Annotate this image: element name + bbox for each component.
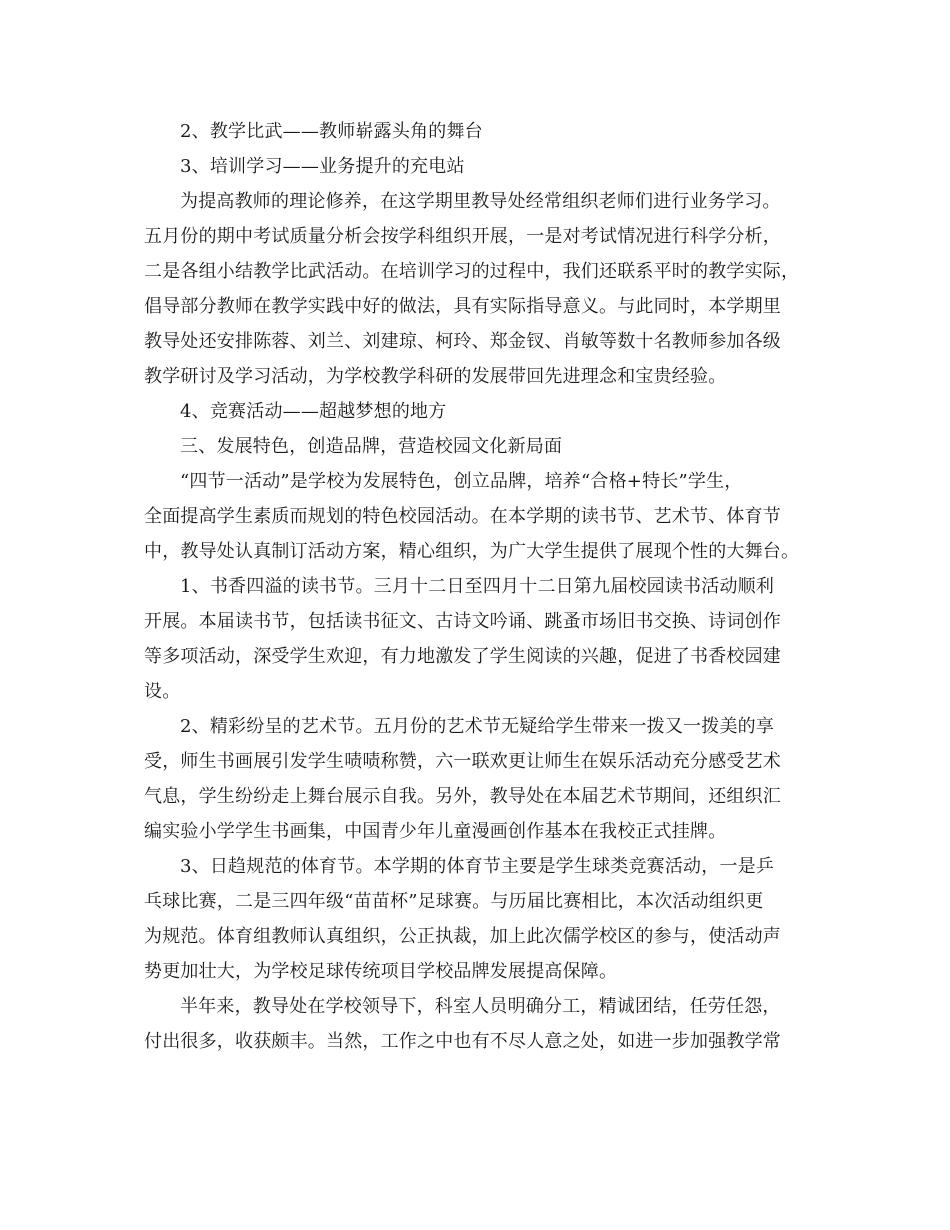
paragraph-line: 势更加壮大，为学校足球传统项目学校品牌发展提高保障。 — [144, 961, 618, 982]
paragraph-line: 中，教导处认真制订活动方案，精心组织，为广大学生提供了展现个性的大舞台。 — [144, 541, 800, 562]
paragraph-line: 为提高教师的理论修养，在这学期里教导处经常组织老师们进行业务学习。 — [180, 191, 781, 212]
paragraph-line: 等多项活动，深受学生欢迎，有力地激发了学生阅读的兴趣，促进了书香校园建 — [144, 646, 781, 667]
paragraph-line: 为规范。体育组教师认真组织，公正执裁，加上此次儒学校区的参与，使活动声 — [144, 926, 781, 947]
paragraph-line: 2、精彩纷呈的艺术节。五月份的艺术节无疑给学生带来一拨又一拨美的享 — [180, 716, 775, 737]
paragraph-line: 教学研讨及学习活动，为学校教学科研的发展带回先进理念和宝贵经验。 — [144, 366, 727, 387]
paragraph-line: 开展。本届读书节，包括读书征文、古诗文吟诵、跳蚤市场旧书交换、诗词创作 — [144, 611, 781, 632]
subheading-competition: 4、竞赛活动——超越梦想的地方 — [180, 401, 447, 422]
subheading-training-study: 3、培训学习——业务提升的充电站 — [180, 156, 465, 177]
paragraph-line: 教导处还安排陈蓉、刘兰、刘建琼、柯玲、郑金钗、肖敏等数十名教师参加各级 — [144, 331, 781, 352]
paragraph-line: 乓球比赛，二是三四年级“苗苗杯”足球赛。与历届比赛相比，本次活动组织更 — [144, 891, 764, 912]
section-heading-features: 三、发展特色，创造品牌，营造校园文化新局面 — [180, 436, 563, 457]
paragraph-line: 付出很多，收获颇丰。当然，工作之中也有不尽人意之处，如进一步加强教学常 — [144, 1031, 781, 1052]
paragraph-line: 倡导部分教师在教学实践中好的做法，具有实际指导意义。与此同时，本学期里 — [144, 296, 781, 317]
subheading-teaching-contest: 2、教学比武——教师崭露头角的舞台 — [180, 121, 483, 142]
paragraph-line: 五月份的期中考试质量分析会按学科组织开展，一是对考试情况进行科学分析， — [144, 226, 781, 247]
paragraph-line: 受，师生书画展引发学生啧啧称赞，六一联欢更让师生在娱乐活动充分感受艺术 — [144, 751, 781, 772]
paragraph-line: 半年来，教导处在学校领导下，科室人员明确分工，精诚团结，任劳任怨， — [180, 996, 781, 1017]
paragraph-line: 全面提高学生素质而规划的特色校园活动。在本学期的读书节、艺术节、体育节 — [144, 506, 781, 527]
paragraph-line: “四节一活动”是学校为发展特色，创立品牌，培养“合格+特长”学生， — [180, 471, 743, 492]
paragraph-line: 编实验小学学生书画集，中国青少年儿童漫画创作基本在我校正式挂牌。 — [144, 821, 727, 842]
paragraph-line: 1、书香四溢的读书节。三月十二日至四月十二日第九届校园读书活动顺利 — [180, 576, 775, 597]
paragraph-line: 二是各组小结教学比武活动。在培训学习的过程中，我们还联系平时的教学实际， — [144, 261, 800, 282]
paragraph-line: 设。 — [144, 681, 181, 702]
paragraph-line: 3、日趋规范的体育节。本学期的体育节主要是学生球类竞赛活动，一是乒 — [180, 856, 775, 877]
paragraph-line: 气息，学生纷纷走上舞台展示自我。另外，教导处在本届艺术节期间，还组织汇 — [144, 786, 781, 807]
